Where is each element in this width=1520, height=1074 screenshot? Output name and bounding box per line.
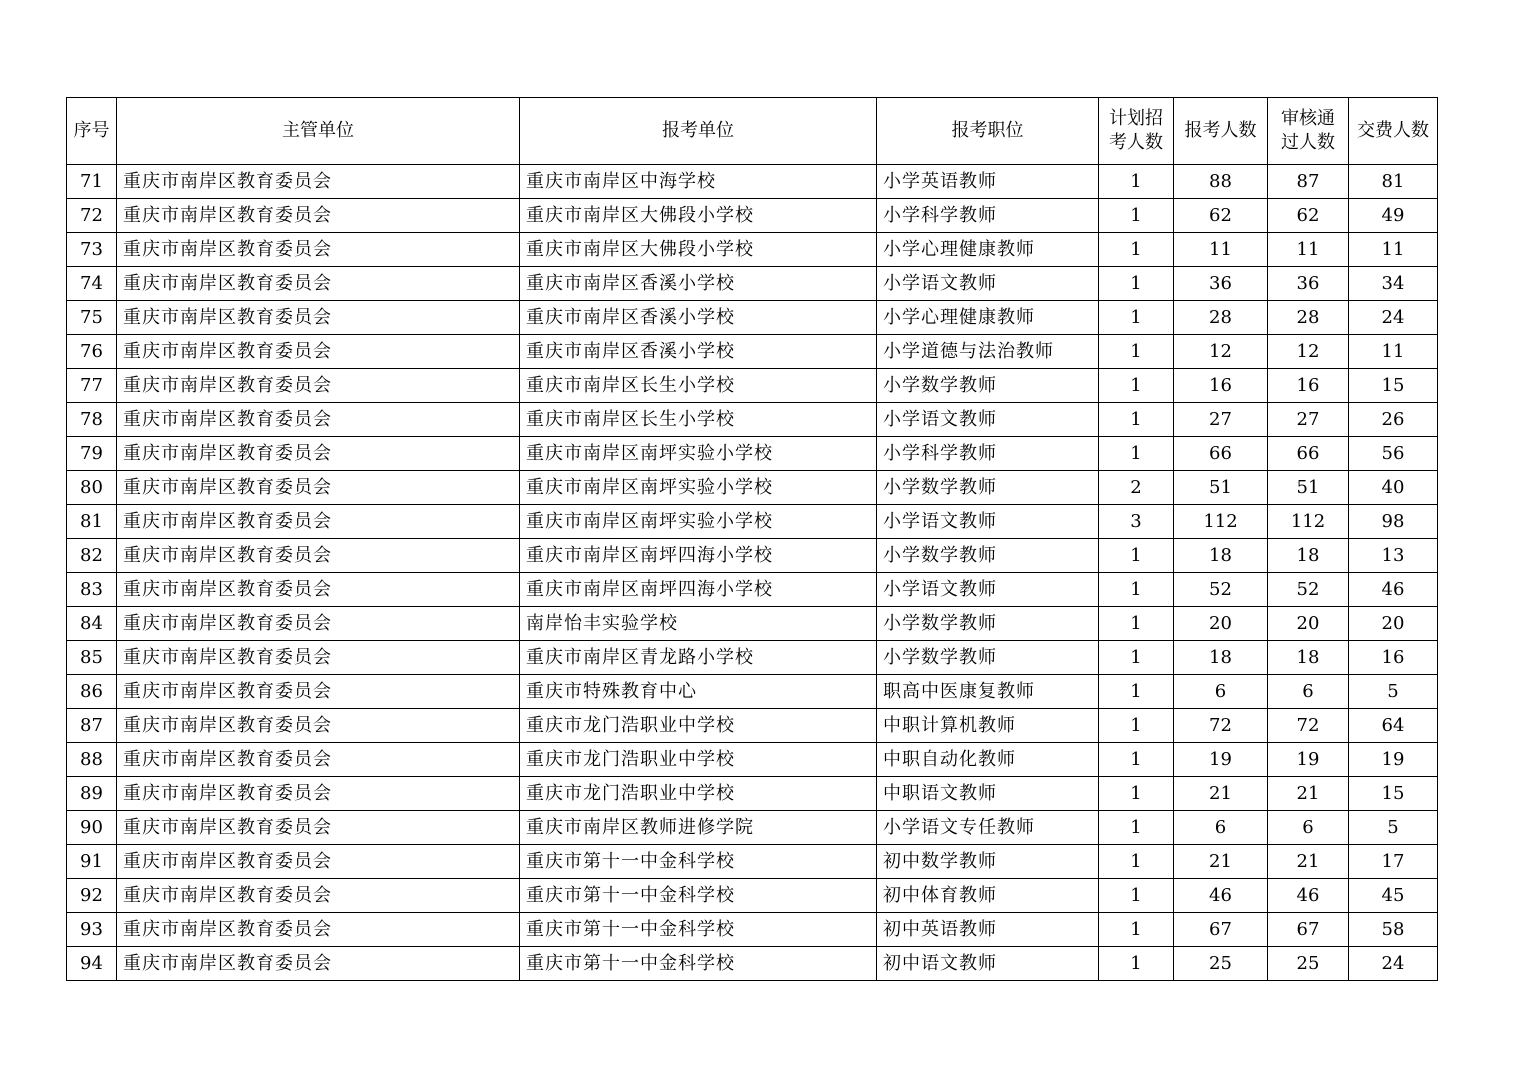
cell-paid: 24 (1349, 301, 1438, 335)
cell-position: 初中数学教师 (877, 845, 1099, 879)
cell-authority: 重庆市南岸区教育委员会 (117, 199, 520, 233)
table-row (67, 641, 1438, 675)
cell-authority: 重庆市南岸区教育委员会 (117, 777, 520, 811)
table-row (67, 743, 1438, 777)
cell-position: 职高中医康复教师 (877, 675, 1099, 709)
cell-position: 小学数学教师 (877, 369, 1099, 403)
cell-position: 中职语文教师 (877, 777, 1099, 811)
cell-authority: 重庆市南岸区教育委员会 (117, 811, 520, 845)
table-row (67, 165, 1438, 199)
table-row (67, 675, 1438, 709)
cell-unit: 重庆市南岸区长生小学校 (520, 403, 877, 437)
cell-position: 小学语文专任教师 (877, 811, 1099, 845)
cell-plan: 3 (1099, 505, 1174, 539)
cell-unit: 重庆市南岸区南坪实验小学校 (520, 437, 877, 471)
cell-approved: 25 (1268, 947, 1349, 981)
cell-approved: 27 (1268, 403, 1349, 437)
cell-plan: 2 (1099, 471, 1174, 505)
cell-plan: 1 (1099, 777, 1174, 811)
cell-authority: 重庆市南岸区教育委员会 (117, 437, 520, 471)
cell-approved: 11 (1268, 233, 1349, 267)
cell-seq: 89 (67, 777, 117, 811)
header-seq: 序号 (67, 98, 117, 165)
cell-unit: 重庆市南岸区教师进修学院 (520, 811, 877, 845)
cell-seq: 81 (67, 505, 117, 539)
cell-authority: 重庆市南岸区教育委员会 (117, 403, 520, 437)
cell-plan: 1 (1099, 743, 1174, 777)
cell-applicants: 18 (1174, 641, 1268, 675)
header-authority: 主管单位 (117, 98, 520, 165)
cell-plan: 1 (1099, 879, 1174, 913)
cell-plan: 1 (1099, 913, 1174, 947)
cell-paid: 24 (1349, 947, 1438, 981)
cell-applicants: 19 (1174, 743, 1268, 777)
cell-paid: 46 (1349, 573, 1438, 607)
cell-authority: 重庆市南岸区教育委员会 (117, 607, 520, 641)
cell-approved: 51 (1268, 471, 1349, 505)
cell-position: 小学心理健康教师 (877, 301, 1099, 335)
cell-approved: 66 (1268, 437, 1349, 471)
cell-paid: 34 (1349, 267, 1438, 301)
cell-plan: 1 (1099, 641, 1174, 675)
cell-approved: 18 (1268, 539, 1349, 573)
cell-approved: 72 (1268, 709, 1349, 743)
table-row (67, 879, 1438, 913)
table-row (67, 369, 1438, 403)
cell-applicants: 67 (1174, 913, 1268, 947)
cell-approved: 21 (1268, 777, 1349, 811)
cell-applicants: 11 (1174, 233, 1268, 267)
cell-unit: 重庆市南岸区长生小学校 (520, 369, 877, 403)
header-row (67, 98, 1438, 165)
cell-unit: 重庆市南岸区香溪小学校 (520, 301, 877, 335)
table-row (67, 267, 1438, 301)
cell-applicants: 62 (1174, 199, 1268, 233)
cell-unit: 重庆市南岸区大佛段小学校 (520, 233, 877, 267)
table-row (67, 505, 1438, 539)
cell-unit: 重庆市南岸区香溪小学校 (520, 335, 877, 369)
table-row (67, 947, 1438, 981)
cell-applicants: 28 (1174, 301, 1268, 335)
cell-plan: 1 (1099, 335, 1174, 369)
cell-unit: 重庆市第十一中金科学校 (520, 947, 877, 981)
cell-seq: 90 (67, 811, 117, 845)
cell-seq: 91 (67, 845, 117, 879)
cell-seq: 94 (67, 947, 117, 981)
cell-unit: 重庆市南岸区香溪小学校 (520, 267, 877, 301)
cell-applicants: 18 (1174, 539, 1268, 573)
table-row (67, 437, 1438, 471)
cell-approved: 67 (1268, 913, 1349, 947)
cell-applicants: 51 (1174, 471, 1268, 505)
cell-paid: 15 (1349, 777, 1438, 811)
cell-position: 小学数学教师 (877, 471, 1099, 505)
cell-plan: 1 (1099, 573, 1174, 607)
cell-plan: 1 (1099, 709, 1174, 743)
cell-unit: 重庆市龙门浩职业中学校 (520, 743, 877, 777)
cell-plan: 1 (1099, 369, 1174, 403)
cell-approved: 6 (1268, 675, 1349, 709)
cell-approved: 52 (1268, 573, 1349, 607)
cell-unit: 重庆市第十一中金科学校 (520, 845, 877, 879)
cell-seq: 82 (67, 539, 117, 573)
cell-approved: 28 (1268, 301, 1349, 335)
cell-seq: 74 (67, 267, 117, 301)
cell-authority: 重庆市南岸区教育委员会 (117, 301, 520, 335)
cell-plan: 1 (1099, 199, 1174, 233)
table-header (67, 98, 1438, 165)
cell-unit: 重庆市南岸区南坪四海小学校 (520, 573, 877, 607)
table-body (67, 165, 1438, 981)
cell-seq: 78 (67, 403, 117, 437)
cell-authority: 重庆市南岸区教育委员会 (117, 675, 520, 709)
cell-applicants: 27 (1174, 403, 1268, 437)
cell-paid: 17 (1349, 845, 1438, 879)
cell-applicants: 21 (1174, 777, 1268, 811)
cell-plan: 1 (1099, 165, 1174, 199)
cell-plan: 1 (1099, 607, 1174, 641)
cell-unit: 重庆市南岸区中海学校 (520, 165, 877, 199)
cell-position: 小学道德与法治教师 (877, 335, 1099, 369)
cell-seq: 83 (67, 573, 117, 607)
cell-plan: 1 (1099, 539, 1174, 573)
cell-authority: 重庆市南岸区教育委员会 (117, 743, 520, 777)
cell-authority: 重庆市南岸区教育委员会 (117, 913, 520, 947)
cell-paid: 19 (1349, 743, 1438, 777)
applicant-statistics-sheet (66, 97, 1438, 981)
table-row (67, 607, 1438, 641)
cell-unit: 重庆市南岸区南坪四海小学校 (520, 539, 877, 573)
cell-seq: 76 (67, 335, 117, 369)
cell-plan: 1 (1099, 267, 1174, 301)
cell-paid: 58 (1349, 913, 1438, 947)
cell-plan: 1 (1099, 233, 1174, 267)
cell-applicants: 16 (1174, 369, 1268, 403)
cell-unit: 重庆市南岸区南坪实验小学校 (520, 471, 877, 505)
cell-position: 初中语文教师 (877, 947, 1099, 981)
table-row (67, 811, 1438, 845)
cell-seq: 77 (67, 369, 117, 403)
cell-unit: 重庆市特殊教育中心 (520, 675, 877, 709)
cell-position: 小学语文教师 (877, 505, 1099, 539)
cell-approved: 21 (1268, 845, 1349, 879)
cell-paid: 20 (1349, 607, 1438, 641)
cell-seq: 87 (67, 709, 117, 743)
cell-authority: 重庆市南岸区教育委员会 (117, 947, 520, 981)
table-row (67, 573, 1438, 607)
cell-seq: 72 (67, 199, 117, 233)
cell-authority: 重庆市南岸区教育委员会 (117, 267, 520, 301)
cell-seq: 85 (67, 641, 117, 675)
cell-applicants: 46 (1174, 879, 1268, 913)
header-plan (1099, 98, 1174, 165)
cell-paid: 40 (1349, 471, 1438, 505)
cell-paid: 16 (1349, 641, 1438, 675)
table-row (67, 539, 1438, 573)
cell-applicants: 25 (1174, 947, 1268, 981)
cell-authority: 重庆市南岸区教育委员会 (117, 573, 520, 607)
cell-approved: 36 (1268, 267, 1349, 301)
cell-authority: 重庆市南岸区教育委员会 (117, 845, 520, 879)
cell-unit: 重庆市龙门浩职业中学校 (520, 777, 877, 811)
cell-applicants: 112 (1174, 505, 1268, 539)
cell-unit: 重庆市第十一中金科学校 (520, 879, 877, 913)
header-plan-line2: 考人数 (1109, 132, 1163, 153)
cell-seq: 88 (67, 743, 117, 777)
cell-seq: 71 (67, 165, 117, 199)
cell-approved: 20 (1268, 607, 1349, 641)
cell-seq: 73 (67, 233, 117, 267)
cell-approved: 18 (1268, 641, 1349, 675)
cell-position: 初中体育教师 (877, 879, 1099, 913)
header-paid: 交费人数 (1349, 98, 1438, 165)
cell-position: 小学英语教师 (877, 165, 1099, 199)
cell-authority: 重庆市南岸区教育委员会 (117, 539, 520, 573)
table-row (67, 233, 1438, 267)
cell-position: 小学科学教师 (877, 437, 1099, 471)
cell-position: 小学科学教师 (877, 199, 1099, 233)
header-applicants: 报考人数 (1174, 98, 1268, 165)
cell-authority: 重庆市南岸区教育委员会 (117, 369, 520, 403)
cell-paid: 26 (1349, 403, 1438, 437)
applicant-statistics-table (66, 97, 1438, 981)
cell-position: 小学心理健康教师 (877, 233, 1099, 267)
cell-paid: 64 (1349, 709, 1438, 743)
cell-seq: 92 (67, 879, 117, 913)
table-row (67, 471, 1438, 505)
cell-unit: 重庆市龙门浩职业中学校 (520, 709, 877, 743)
cell-plan: 1 (1099, 845, 1174, 879)
cell-position: 小学语文教师 (877, 267, 1099, 301)
cell-seq: 93 (67, 913, 117, 947)
cell-seq: 79 (67, 437, 117, 471)
header-approved (1268, 98, 1349, 165)
cell-unit: 重庆市第十一中金科学校 (520, 913, 877, 947)
table-row (67, 335, 1438, 369)
cell-paid: 13 (1349, 539, 1438, 573)
cell-approved: 16 (1268, 369, 1349, 403)
cell-authority: 重庆市南岸区教育委员会 (117, 641, 520, 675)
table-row (67, 709, 1438, 743)
cell-seq: 80 (67, 471, 117, 505)
cell-paid: 49 (1349, 199, 1438, 233)
cell-paid: 81 (1349, 165, 1438, 199)
cell-authority: 重庆市南岸区教育委员会 (117, 233, 520, 267)
table-row (67, 403, 1438, 437)
cell-approved: 46 (1268, 879, 1349, 913)
cell-approved: 12 (1268, 335, 1349, 369)
cell-authority: 重庆市南岸区教育委员会 (117, 471, 520, 505)
cell-unit: 重庆市南岸区南坪实验小学校 (520, 505, 877, 539)
cell-approved: 19 (1268, 743, 1349, 777)
cell-paid: 11 (1349, 233, 1438, 267)
cell-plan: 1 (1099, 403, 1174, 437)
cell-applicants: 52 (1174, 573, 1268, 607)
cell-applicants: 6 (1174, 675, 1268, 709)
cell-applicants: 6 (1174, 811, 1268, 845)
cell-applicants: 72 (1174, 709, 1268, 743)
cell-approved: 112 (1268, 505, 1349, 539)
cell-position: 小学数学教师 (877, 539, 1099, 573)
cell-seq: 84 (67, 607, 117, 641)
cell-position: 中职计算机教师 (877, 709, 1099, 743)
header-approved-line2: 过人数 (1281, 132, 1335, 153)
cell-authority: 重庆市南岸区教育委员会 (117, 879, 520, 913)
cell-plan: 1 (1099, 811, 1174, 845)
table-row (67, 301, 1438, 335)
cell-paid: 56 (1349, 437, 1438, 471)
cell-paid: 98 (1349, 505, 1438, 539)
cell-position: 中职自动化教师 (877, 743, 1099, 777)
cell-applicants: 36 (1174, 267, 1268, 301)
cell-authority: 重庆市南岸区教育委员会 (117, 709, 520, 743)
cell-unit: 重庆市南岸区大佛段小学校 (520, 199, 877, 233)
cell-unit: 南岸怡丰实验学校 (520, 607, 877, 641)
cell-approved: 62 (1268, 199, 1349, 233)
cell-position: 小学数学教师 (877, 641, 1099, 675)
cell-unit: 重庆市南岸区青龙路小学校 (520, 641, 877, 675)
cell-applicants: 20 (1174, 607, 1268, 641)
cell-paid: 45 (1349, 879, 1438, 913)
cell-position: 小学语文教师 (877, 573, 1099, 607)
cell-authority: 重庆市南岸区教育委员会 (117, 165, 520, 199)
cell-paid: 5 (1349, 811, 1438, 845)
cell-plan: 1 (1099, 437, 1174, 471)
header-plan-line1: 计划招 (1109, 108, 1163, 129)
table-row (67, 845, 1438, 879)
cell-authority: 重庆市南岸区教育委员会 (117, 335, 520, 369)
cell-paid: 11 (1349, 335, 1438, 369)
table-row (67, 913, 1438, 947)
cell-position: 小学数学教师 (877, 607, 1099, 641)
table-row (67, 777, 1438, 811)
cell-applicants: 21 (1174, 845, 1268, 879)
table-row (67, 199, 1438, 233)
cell-paid: 15 (1349, 369, 1438, 403)
cell-seq: 75 (67, 301, 117, 335)
cell-plan: 1 (1099, 301, 1174, 335)
cell-position: 小学语文教师 (877, 403, 1099, 437)
cell-paid: 5 (1349, 675, 1438, 709)
cell-plan: 1 (1099, 947, 1174, 981)
cell-applicants: 12 (1174, 335, 1268, 369)
cell-applicants: 88 (1174, 165, 1268, 199)
cell-position: 初中英语教师 (877, 913, 1099, 947)
cell-plan: 1 (1099, 675, 1174, 709)
cell-applicants: 66 (1174, 437, 1268, 471)
header-position: 报考职位 (877, 98, 1099, 165)
cell-authority: 重庆市南岸区教育委员会 (117, 505, 520, 539)
header-approved-line1: 审核通 (1281, 108, 1335, 129)
cell-approved: 87 (1268, 165, 1349, 199)
header-unit: 报考单位 (520, 98, 877, 165)
cell-approved: 6 (1268, 811, 1349, 845)
cell-seq: 86 (67, 675, 117, 709)
